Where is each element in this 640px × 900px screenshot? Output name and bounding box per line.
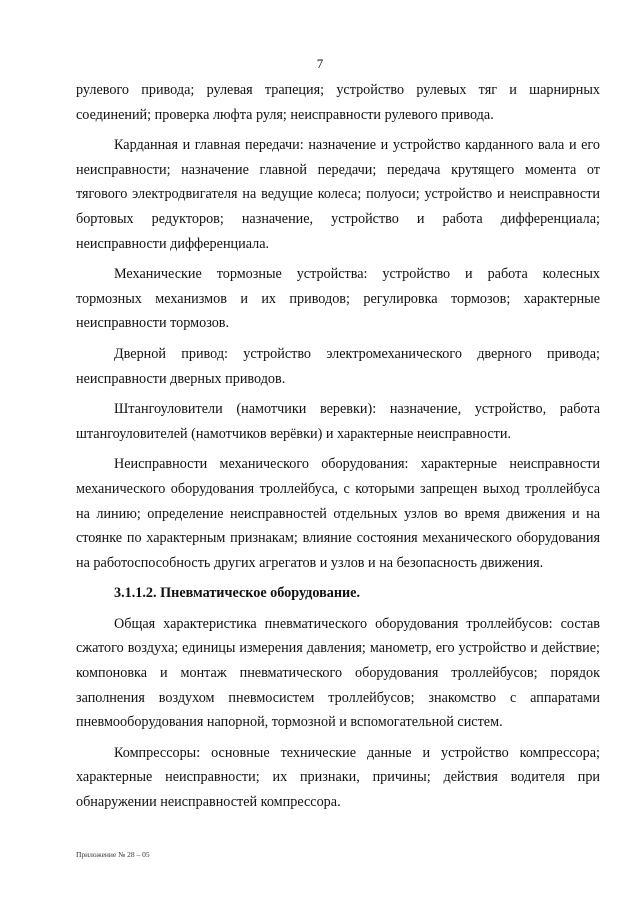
paragraph-mechanical-faults: Неисправности механического оборудования: характерные неисправности механического оборудования троллейбуса, с которыми запрещен выход троллейбуса на линию; определение неисправностей отдельных узлов во время движения и на стоянке по характерным признакам; влияние состояния механического оборудования на работоспособность других агрегатов и узлов и на безопасность движения. [76, 456, 600, 571]
section-heading-pneumatic: 3.1.1.2. Пневматическое оборудование. [114, 585, 361, 602]
footer-appendix-note: Приложение № 28 – 05 [76, 850, 150, 859]
paragraph-mechanical-brakes: Механические тормозные устройства: устройство и работа колесных тормозных механизмов и их приводов; регулировка тормозов; характерные неисправности тормозов. [76, 266, 600, 332]
page-number: 7 [316, 56, 324, 71]
paragraph-compressors: Компрессоры: основные технические данные и устройство компрессора; характерные неисправности; их признаки, причины; действия водителя при обнаружении неисправностей компрессора. [76, 744, 600, 811]
paragraph-cardan-main-gear: Карданная и главная передачи: назначение и устройство карданного вала и его неисправности; назначение главной передачи; передача крутящего момента от тягового электродвигателя на ведущие колеса; полуоси; устройство и неисправности бортовых редукторов; назначение, устройство и работа дифференциала; неисправности дифференциала. [76, 137, 600, 252]
paragraph-door-drive: Дверной привод: устройство электромеханического дверного привода; неисправности дверных приводов. [76, 345, 600, 387]
document-body [76, 78, 600, 815]
paragraph-steering-continuation: рулевого привода; рулевая трапеция; устройство рулевых тяг и шарнирных соединений; проверка люфта руля; неисправности рулевого привода. [76, 82, 600, 123]
paragraph-pneumatic-overview: Общая характеристика пневматического оборудования троллейбусов: состав сжатого воздуха; единицы измерения давления; манометр, его устройство и действие; компоновка и монтаж пневматического оборудования троллейбусов; порядок заполнения воздухом пневмосистем троллейбусов; знакомство с аппаратами пневмооборудования напорной, тормозной и вспомогательной систем. [76, 615, 600, 731]
paragraph-pole-retrievers: Штангоуловители (намотчики веревки): назначение, устройство, работа штангоуловителей (намотчиков верёвки) и характерные неисправности. [76, 401, 600, 442]
